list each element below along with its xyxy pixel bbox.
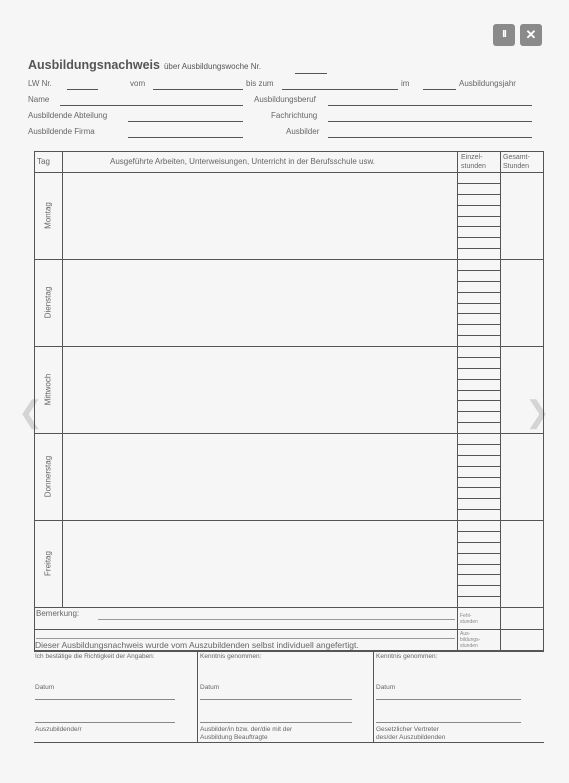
hour-row-line [457, 422, 500, 423]
bemerkung-line-2 [36, 638, 455, 639]
im-line [423, 89, 456, 90]
week-number-line [295, 73, 327, 74]
sig2-date-line [200, 699, 352, 700]
abteilung-line [128, 121, 243, 122]
hour-row-line [457, 477, 500, 478]
previous-arrow-icon[interactable]: ❮ [18, 396, 44, 429]
gesamt-column-divider [500, 151, 501, 650]
day-label-tuesday: Dienstag [43, 286, 53, 319]
ausbildungsberuf-line [328, 105, 532, 106]
signature-divider-1 [197, 651, 198, 743]
col-gesamt-header: Gesamt- Stunden [503, 154, 530, 170]
hour-row-line [457, 335, 500, 336]
day-divider [34, 433, 544, 434]
col-einzel-header: Einzel- stunden [461, 154, 486, 170]
hour-row-line [457, 531, 500, 532]
day-divider [34, 259, 544, 260]
lw-nr-label: LW Nr. [28, 79, 52, 88]
day-divider [34, 607, 544, 608]
ausbildungsstunden-label: Aus- bildungs- stunden [460, 631, 481, 649]
hour-row-line [457, 466, 500, 467]
hour-row-line [457, 564, 500, 565]
fachrichtung-label: Fachrichtung [271, 111, 318, 120]
close-button[interactable] [520, 24, 542, 46]
hour-row-line [457, 455, 500, 456]
hour-row-line [457, 498, 500, 499]
close-icon: ✕ [525, 27, 537, 42]
hour-row-line [457, 205, 500, 206]
hour-row-line [457, 183, 500, 184]
vom-line [153, 89, 243, 90]
tag-column-divider [62, 151, 63, 608]
hour-row-line [457, 553, 500, 554]
signature-divider-2 [373, 651, 374, 743]
declaration-divider [34, 650, 544, 651]
hour-row-line [457, 324, 500, 325]
hour-row-line [457, 574, 500, 575]
name-line [60, 105, 243, 106]
col-arbeiten-header: Ausgeführte Arbeiten, Unterweisungen, Unterricht in der Berufsschule usw. [110, 157, 376, 166]
firma-line [128, 137, 243, 138]
sig2-header: Kenntnis genommen: [200, 653, 262, 660]
hour-row-line [457, 487, 500, 488]
form-title: Ausbildungsnachweis über Ausbildungswoche Nr. [28, 58, 261, 72]
sig3-datum: Datum [376, 684, 396, 691]
hour-row-line [457, 270, 500, 271]
sig2-sign-line [200, 722, 352, 723]
hour-row-line [457, 390, 500, 391]
firma-label: Ausbildende Firma [28, 127, 95, 136]
ausbildungsjahr-label: Ausbildungsjahr [459, 79, 516, 88]
sig3-footer: Gesetzlicher Vertreter des/der Auszubildenden [376, 726, 446, 741]
sig3-header: Kenntnis genommen: [376, 653, 438, 660]
bemerkung-label: Bemerkung: [36, 609, 80, 618]
day-divider [34, 520, 544, 521]
form-title-suffix: über Ausbildungswoche Nr. [163, 62, 261, 71]
hour-row-line [457, 281, 500, 282]
fachrichtung-line [328, 121, 532, 122]
hour-row-line [457, 194, 500, 195]
ausbildungsberuf-label: Ausbildungsberuf [254, 95, 316, 104]
hour-row-line [457, 411, 500, 412]
hour-row-line [457, 248, 500, 249]
bemerkung-divider [34, 629, 544, 630]
next-arrow-icon[interactable]: ❯ [525, 396, 551, 429]
hour-row-line [457, 357, 500, 358]
hour-row-line [457, 226, 500, 227]
abteilung-label: Ausbildende Abteilung [28, 111, 108, 120]
hour-row-line [457, 400, 500, 401]
hour-row-line [457, 368, 500, 369]
sig2-datum: Datum [200, 684, 220, 691]
bis-zum-label: bis zum [246, 79, 274, 88]
pause-button[interactable] [493, 24, 515, 46]
hour-row-line [457, 509, 500, 510]
bis-zum-line [282, 89, 398, 90]
declaration-text: Dieser Ausbildungsnachweis wurde vom Auszubildenden selbst individuell angefertigt. [35, 640, 359, 650]
sig1-sign-line [35, 722, 175, 723]
hour-row-line [457, 292, 500, 293]
sig1-footer: Auszubildende/r [35, 726, 82, 733]
ausbilder-label: Ausbilder [286, 127, 320, 136]
col-tag-header: Tag [37, 157, 50, 166]
bemerkung-line [98, 619, 455, 620]
hour-row-line [457, 379, 500, 380]
day-label-monday: Montag [43, 202, 53, 229]
ausbilder-line [328, 137, 532, 138]
hour-row-line [457, 542, 500, 543]
day-label-wednesday: Mittwoch [43, 373, 53, 406]
hour-row-line [457, 313, 500, 314]
hour-row-line [457, 585, 500, 586]
sig2-footer: Ausbilder/in bzw. der/die mit der Ausbildung Beauftragte [200, 726, 293, 741]
sig3-sign-line [376, 722, 521, 723]
sig1-datum: Datum [35, 684, 55, 691]
name-label: Name [28, 95, 50, 104]
day-divider [34, 346, 544, 347]
signature-bottom-line [34, 742, 544, 743]
pause-icon: II [502, 29, 506, 40]
sig3-date-line [376, 699, 521, 700]
hour-row-line [457, 216, 500, 217]
hour-row-line [457, 237, 500, 238]
hour-row-line [457, 303, 500, 304]
sig1-header: Ich bestätige die Richtigkeit der Angaben: [35, 653, 155, 660]
day-label-friday: Freitag [43, 551, 53, 576]
day-label-thursday: Donnerstag [43, 455, 53, 498]
sig1-date-line [35, 699, 175, 700]
hour-row-line [457, 596, 500, 597]
hour-row-line [457, 444, 500, 445]
fehlstunden-label: Fehl- stunden [460, 613, 478, 625]
vom-label: vom [130, 79, 146, 88]
im-label: im [401, 79, 410, 88]
header-divider [34, 172, 544, 173]
lw-nr-line [67, 89, 98, 90]
